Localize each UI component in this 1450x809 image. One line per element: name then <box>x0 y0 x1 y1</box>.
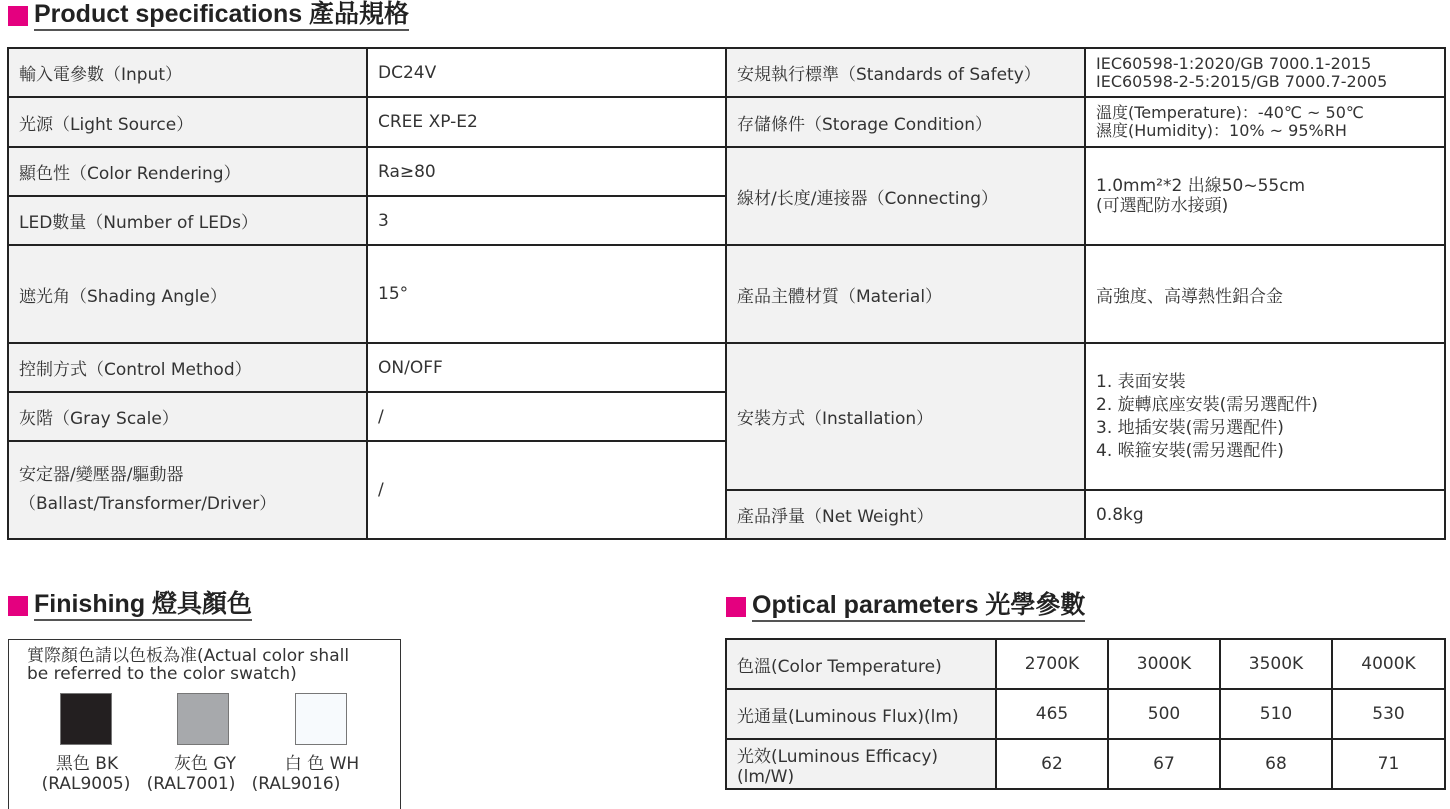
optical-table <box>725 638 1446 790</box>
ballast-label-line: （Ballast/Transformer/Driver） <box>19 494 277 514</box>
optical-cell: 62 <box>996 739 1108 789</box>
control-value: ON/OFF <box>367 343 726 392</box>
swatch-name: 黑色 BK <box>55 754 119 774</box>
material-label: 產品主體材質（Material） <box>726 245 1085 343</box>
swatch-name: 灰色 GY <box>173 754 237 774</box>
weight-value: 0.8kg <box>1085 490 1445 539</box>
optical-cell: 3000K <box>1108 639 1220 689</box>
shading-value: 15° <box>367 245 726 343</box>
leds-label: LED數量（Number of LEDs） <box>8 196 367 245</box>
optical-row-label: 色溫(Color Temperature) <box>726 639 996 689</box>
finishing-note-line: be referred to the color swatch) <box>27 664 297 684</box>
swatch-name: 白 色 WH <box>284 754 360 774</box>
safety-value-line: IEC60598-1:2020/GB 7000.1-2015 <box>1096 53 1372 73</box>
optical-row-label: 光效(Luminous Efficacy)(lm/W) <box>726 739 996 789</box>
installation-item: 4. 喉箍安裝(需另選配件) <box>1096 440 1284 461</box>
finishing-box <box>8 639 401 809</box>
storage-label: 存儲條件（Storage Condition） <box>726 97 1085 147</box>
connecting-value-line: 1.0mm²*2 出線50~55cm <box>1096 176 1306 196</box>
product-spec-table <box>7 47 1446 540</box>
material-value: 高強度、高導熱性鋁合金 <box>1085 245 1445 343</box>
swatch-ral: (RAL7001) <box>146 774 236 794</box>
light-source-value: CREE XP-E2 <box>367 97 726 147</box>
color-rendering-value: Ra≥80 <box>367 147 726 196</box>
installation-value <box>1085 343 1445 490</box>
optical-cell: 67 <box>1108 739 1220 789</box>
installation-item: 3. 地插安裝(需另選配件) <box>1096 417 1284 438</box>
connecting-value-line: (可選配防水接頭) <box>1096 196 1229 216</box>
color-rendering-label: 顯色性（Color Rendering） <box>8 147 367 196</box>
optical-cell: 68 <box>1220 739 1332 789</box>
safety-value <box>1085 48 1445 97</box>
swatch-white <box>295 693 347 745</box>
finishing-note-line: 實際顏色請以色板為准(Actual color shall <box>27 646 350 666</box>
swatch-ral: (RAL9005) <box>41 774 131 794</box>
magenta-square-icon <box>8 596 28 616</box>
input-label: 輸入電參數（Input） <box>8 48 367 97</box>
safety-label: 安規執行標準（Standards of Safety） <box>726 48 1085 97</box>
magenta-square-icon <box>726 597 746 617</box>
optical-cell: 500 <box>1108 689 1220 739</box>
storage-value-line: 溫度(Temperature)：-40℃ ~ 50℃ <box>1096 103 1364 122</box>
section-title: Product specifications 產品規格 <box>34 1 409 31</box>
installation-label: 安裝方式（Installation） <box>726 343 1085 490</box>
finishing-note <box>27 647 349 683</box>
ballast-value: / <box>367 441 726 539</box>
swatch-ral: (RAL9016) <box>251 774 341 794</box>
optical-cell: 510 <box>1220 689 1332 739</box>
light-source-label: 光源（Light Source） <box>8 97 367 147</box>
input-value: DC24V <box>367 48 726 97</box>
swatch-black <box>60 693 112 745</box>
magenta-square-icon <box>8 6 28 26</box>
optical-cell: 4000K <box>1332 639 1445 689</box>
installation-item: 2. 旋轉底座安裝(需另選配件) <box>1096 394 1318 415</box>
optical-row-label: 光通量(Luminous Flux)(lm) <box>726 689 996 739</box>
ballast-label-line: 安定器/變壓器/驅動器 <box>19 465 184 485</box>
optical-heading <box>726 592 1085 622</box>
section-title: Optical parameters 光學參數 <box>752 592 1085 622</box>
gray-value: / <box>367 392 726 441</box>
gray-label: 灰階（Gray Scale） <box>8 392 367 441</box>
optical-cell: 2700K <box>996 639 1108 689</box>
optical-cell: 530 <box>1332 689 1445 739</box>
control-label: 控制方式（Control Method） <box>8 343 367 392</box>
connecting-label: 線材/长度/連接器（Connecting） <box>726 147 1085 245</box>
ballast-label <box>8 441 367 539</box>
installation-item: 1. 表面安裝 <box>1096 371 1186 392</box>
optical-cell: 71 <box>1332 739 1445 789</box>
product-specifications-heading <box>8 1 409 31</box>
optical-cell: 465 <box>996 689 1108 739</box>
shading-label: 遮光角（Shading Angle） <box>8 245 367 343</box>
safety-value-line: IEC60598-2-5:2015/GB 7000.7-2005 <box>1096 71 1388 91</box>
storage-value <box>1085 97 1445 147</box>
weight-label: 產品淨量（Net Weight） <box>726 490 1085 539</box>
swatch-gray <box>177 693 229 745</box>
finishing-heading <box>8 591 252 621</box>
optical-cell: 3500K <box>1220 639 1332 689</box>
storage-value-line: 濕度(Humidity)：10% ~ 95%RH <box>1096 121 1347 140</box>
leds-value: 3 <box>367 196 726 245</box>
section-title: Finishing 燈具顏色 <box>34 591 252 621</box>
connecting-value <box>1085 147 1445 245</box>
